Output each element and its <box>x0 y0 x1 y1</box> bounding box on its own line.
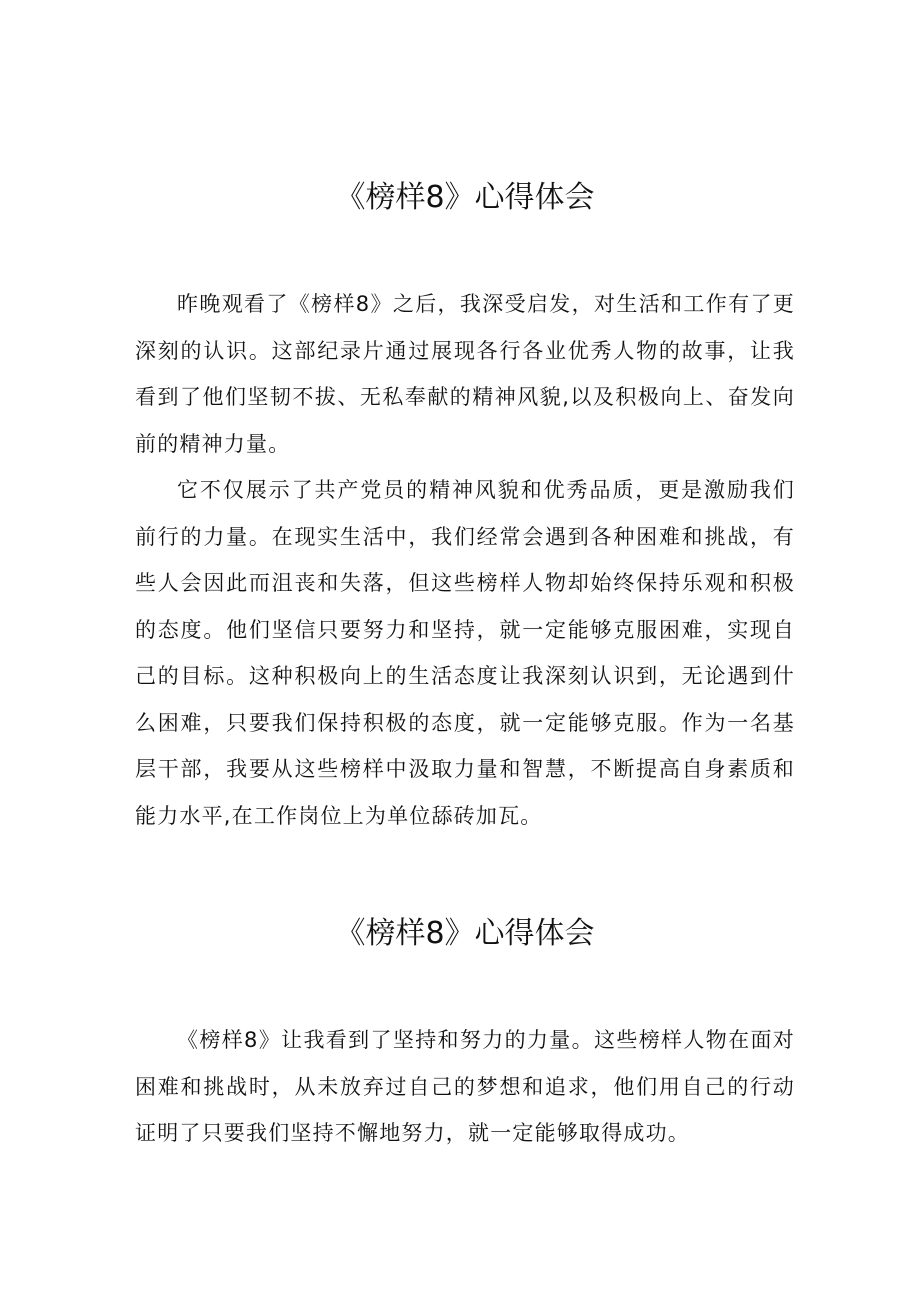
paragraph: 昨晚观看了《榜样8》之后，我深受启发，对生活和工作有了更深刻的认识。这部纪录片通过展现各行各业优秀人物的故事，让我看到了他们坚韧不拔、无私奉献的精神风貌,以及积极向上、奋发向前的精神力量。 <box>135 292 795 456</box>
paragraph: 它不仅展示了共产党员的精神风貌和优秀品质，更是激励我们前行的力量。在现实生活中，我们经常会遇到各种困难和挑战，有些人会因此而沮丧和失落，但这些榜样人物却始终保持乐观和积极的态度。他们坚信只要努力和坚持，就一定能够克服困难，实现自己的目标。这种积极向上的生活态度让我深刻认识到，无论遇到什么困难，只要我们保持积极的态度，就一定能够克服。作为一名基层干部，我要从这些榜样中汲取力量和智慧，不断提高自身素质和能力水平,在工作岗位上为单位舔砖加瓦。 <box>135 478 795 828</box>
section-title: 《榜样8》心得体会 <box>335 916 595 951</box>
essay-section-1 <box>135 178 795 839</box>
essay-section-2 <box>135 914 795 1157</box>
section-title: 《榜样8》心得体会 <box>335 180 595 215</box>
paragraph: 《榜样8》让我看到了坚持和努力的力量。这些榜样人物在面对困难和挑战时，从未放弃过自己的梦想和追求，他们用自己的行动证明了只要我们坚持不懈地努力，就一定能够取得成功。 <box>135 1028 795 1145</box>
